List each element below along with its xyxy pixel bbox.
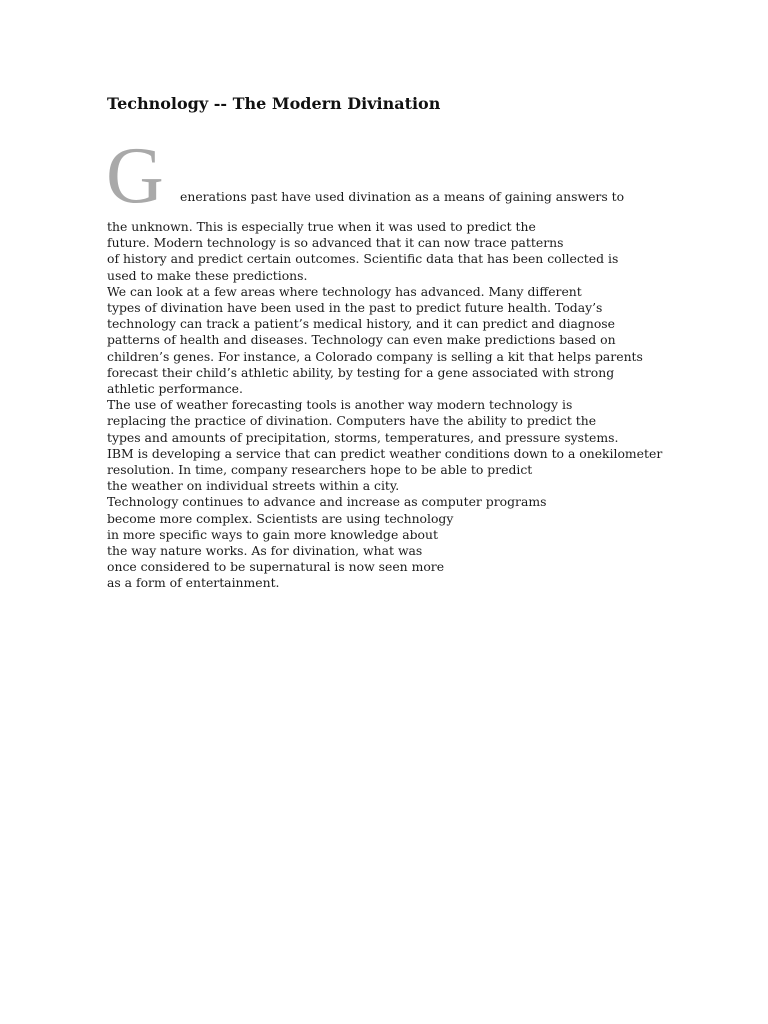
- document-title: Technology -- The Modern Divination: [107, 94, 441, 113]
- text-line: as a form of entertainment.: [107, 575, 280, 591]
- text-line: resolution. In time, company researchers hope to be able to predict: [107, 462, 533, 478]
- text-line: the way nature works. As for divination, what was: [107, 543, 423, 559]
- text-line: IBM is developing a service that can predict weather conditions down to a onekilometer: [107, 445, 663, 461]
- text-line: types of divination have been used in the past to predict future health. Today’s: [107, 300, 603, 316]
- text-line: We can look at a few areas where technology has advanced. Many different: [107, 283, 582, 299]
- text-line: forecast their child’s athletic ability, by testing for a gene associated with strong: [107, 364, 615, 380]
- text-line: become more complex. Scientists are using technology: [107, 510, 454, 526]
- text-line: athletic performance.: [107, 381, 243, 397]
- text-line: in more specific ways to gain more knowledge about: [107, 526, 438, 542]
- text-line: technology can track a patient’s medical history, and it can predict and diagnose: [107, 316, 615, 332]
- text-line: future. Modern technology is so advanced that it can now trace patterns: [107, 235, 564, 251]
- text-line: used to make these predictions.: [107, 267, 308, 283]
- body-text: [107, 219, 707, 592]
- drop-cap-letter: G: [106, 132, 164, 220]
- text-line: of history and predict certain outcomes. Scientific data that has been collected is: [107, 251, 619, 267]
- text-line: the weather on individual streets within a city.: [107, 478, 400, 494]
- text-line: the unknown. This is especially true when it was used to predict the: [107, 219, 536, 234]
- text-line: once considered to be supernatural is now seen more: [107, 559, 445, 575]
- text-line: The use of weather forecasting tools is another way modern technology is: [107, 397, 573, 413]
- text-line: types and amounts of precipitation, storms, temperatures, and pressure systems.: [107, 429, 619, 445]
- first-line-text: enerations past have used divination as a means of gaining answers to: [180, 189, 625, 204]
- text-line: Technology continues to advance and increase as computer programs: [107, 494, 547, 510]
- text-line: children’s genes. For instance, a Colorado company is selling a kit that helps parents: [107, 348, 643, 364]
- text-line: patterns of health and diseases. Technology can even make predictions based on: [107, 332, 616, 348]
- text-line: replacing the practice of divination. Computers have the ability to predict the: [107, 413, 597, 429]
